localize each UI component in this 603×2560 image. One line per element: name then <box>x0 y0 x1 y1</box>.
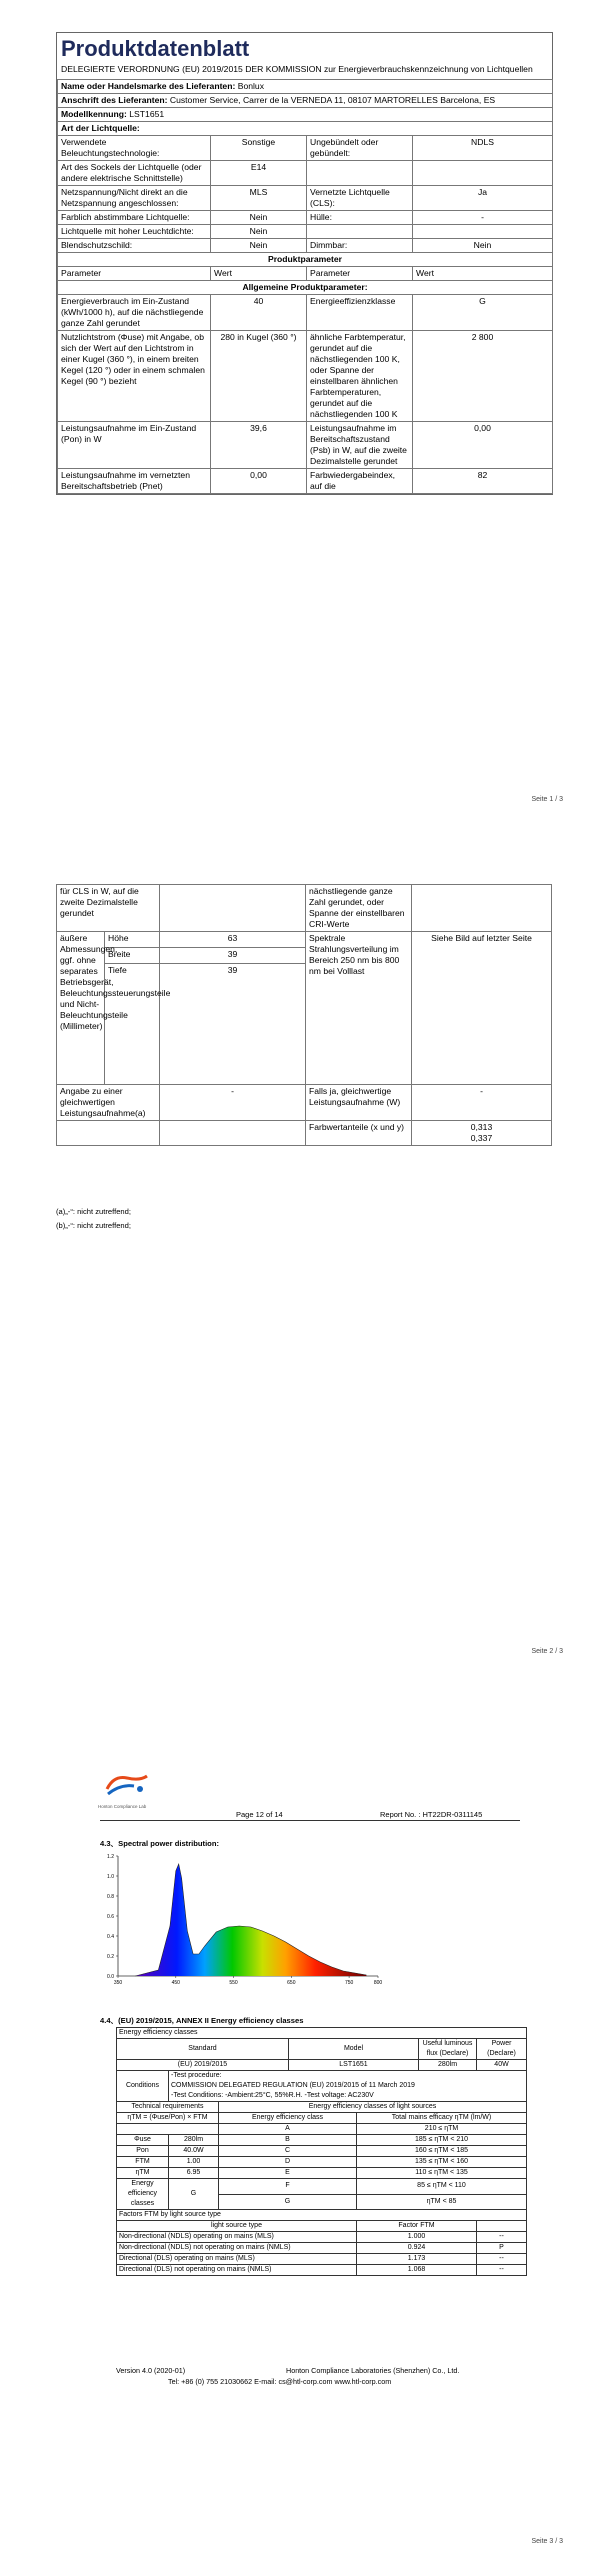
factor-type: Directional (DLS) operating on mains (MLS) <box>117 2254 357 2265</box>
type-row <box>58 136 553 161</box>
factors-label: Factors FTM by light source type <box>117 2210 527 2221</box>
measured-value: 280lm <box>169 2135 219 2146</box>
equiv-right-value: - <box>412 1085 552 1121</box>
type-value: Nein <box>211 225 307 239</box>
factor-row <box>117 2232 527 2243</box>
datasheet-title: Produktdatenblatt <box>61 36 250 61</box>
factor-type: Non-directional (NDLS) not operating on mains (NMLS) <box>117 2243 357 2254</box>
factor-value: 0.924 <box>357 2243 477 2254</box>
type-value: - <box>413 211 553 225</box>
cont-left: für CLS in W, auf die zweite Dezimalstelle gerundet <box>57 885 160 932</box>
dim-value: 63 <box>160 932 306 948</box>
measured-name: Pon <box>117 2146 169 2157</box>
dim-name: Höhe <box>105 932 160 948</box>
x-tick-label: 750 <box>344 1980 354 1986</box>
factor-col: Factor FTM <box>357 2221 477 2232</box>
dim-value: 39 <box>160 964 306 1085</box>
model-value: LST1651 <box>289 2060 419 2071</box>
param-row <box>58 422 553 469</box>
factor-mark: -- <box>477 2232 527 2243</box>
class-row <box>117 2135 527 2146</box>
measured-name: Φuse <box>117 2135 169 2146</box>
type-label: Art des Sockels der Lichtquelle (oder andere elektrische Schnittstelle) <box>58 161 211 186</box>
param-label: ähnliche Farbtemperatur, gerundet auf die nächstliegenden 100 K, oder Spanne der einstellbaren ähnlichen Farbtemperaturen, gerundet auf die nächstliegenden 100 K <box>307 331 413 422</box>
condition-text: -Test Conditions: -Ambient:25°C, 55%R.H. -Test voltage: AC230V <box>171 2092 374 2099</box>
conditions-row <box>117 2071 527 2102</box>
factor-value: 1.000 <box>357 2232 477 2243</box>
page-1 <box>0 0 603 810</box>
param-value: 2 800 <box>413 331 553 422</box>
type-header: Art der Lichtquelle: <box>58 122 553 136</box>
class-row <box>117 2124 527 2135</box>
col-value: Wert <box>211 267 307 281</box>
spectral-value: Siehe Bild auf letzter Seite <box>412 932 552 1085</box>
eec-title: Energy efficiency classes <box>117 2028 527 2039</box>
page-number: Seite 3 / 3 <box>531 2538 563 2545</box>
eec-result-label: Energy efficiency classes <box>117 2179 169 2210</box>
type-label: Blendschutzschild: <box>58 239 211 253</box>
factors-head-row <box>117 2221 527 2232</box>
x-tick-label: 650 <box>287 1980 296 1986</box>
chroma-row <box>57 1121 552 1146</box>
address-value: Customer Service, Carrer de la VERNEDA 11, 08107 MARTORELLES Barcelona, ES <box>169 95 496 105</box>
param-label: Leistungsaufnahme im vernetzten Bereitschaftsbetrieb (Pnet) <box>58 469 211 494</box>
param-value: 39,6 <box>211 422 307 469</box>
class-letter: C <box>219 2146 357 2157</box>
type-value: MLS <box>211 186 307 211</box>
params-colheader-row <box>58 267 553 281</box>
cont-right: nächstliegende ganze Zahl gerundet, oder Spanne der einstellbaren CRI-Werte <box>306 885 412 932</box>
param-value: 40 <box>211 295 307 331</box>
logo-caption: Honton Compliance Lab <box>98 1804 147 1809</box>
type-value: Nein <box>211 239 307 253</box>
eff-col: Total mains efficacy ηTM (lm/W) <box>357 2113 527 2124</box>
params-header-row <box>58 253 553 267</box>
model-label: Modellkennung: <box>61 109 127 119</box>
type-row <box>58 225 553 239</box>
y-tick-label: 0.0 <box>107 1974 114 1980</box>
factor-value: 1.173 <box>357 2254 477 2265</box>
class-letter: E <box>219 2168 357 2179</box>
class-letter: G <box>219 2194 357 2210</box>
param-row <box>58 469 553 494</box>
formula-row <box>117 2113 527 2124</box>
formula-label: ηTM = (Φuse/Pon) × FTM <box>117 2113 219 2124</box>
measured-value: 6.95 <box>169 2168 219 2179</box>
factor-row <box>117 2243 527 2254</box>
param-label: Nutzlichtstrom (Φuse) mit Angabe, ob sich der Wert auf den Lichtstrom in einer Kugel (360 °), in einem breiten Kegel (120 °) oder in einem schmalen Kegel (90 °) bezieht <box>58 331 211 422</box>
conditions-label: Conditions <box>117 2071 169 2102</box>
factor-mark: -- <box>477 2254 527 2265</box>
tech-row <box>117 2102 527 2113</box>
type-label: Netzspannung/Nicht direkt an die Netzspannung angeschlossen: <box>58 186 211 211</box>
factor-type: Non-directional (NDLS) operating on mains (MLS) <box>117 2232 357 2243</box>
supplier-value: Bonlux <box>237 81 264 91</box>
param-label: Farbwiedergabeindex, auf die <box>307 469 413 494</box>
col-value: Wert <box>413 267 553 281</box>
condition-text: COMMISSION DELEGATED REGULATION (EU) 2019/2015 of 11 March 2019 <box>171 2082 415 2089</box>
factor-mark: P <box>477 2243 527 2254</box>
class-letter: A <box>219 2124 357 2135</box>
y-tick-label: 0.8 <box>107 1894 114 1900</box>
flux-label: Useful luminous flux (Declare) <box>419 2039 477 2060</box>
type-value: Sonstige <box>211 136 307 161</box>
chroma-y: 0,337 <box>470 1133 493 1143</box>
class-requirement: 185 ≤ ηTM < 210 <box>357 2135 527 2146</box>
page-number: Seite 1 / 3 <box>531 796 563 803</box>
class-letter: D <box>219 2157 357 2168</box>
footnote-b: (b)„-“: nicht zutreffend; <box>56 1221 131 1230</box>
type-label: Farblich abstimmbare Lichtquelle: <box>58 211 211 225</box>
supplier-label: Name oder Handelsmarke des Lieferanten: <box>61 81 236 91</box>
params-header: Produktparameter <box>58 253 553 267</box>
dim-value: 39 <box>160 948 306 964</box>
type-row <box>58 161 553 186</box>
model-label: Model <box>289 2039 419 2060</box>
datasheet-frame <box>56 32 553 495</box>
dim-name: Breite <box>105 948 160 964</box>
type-value: Ja <box>413 186 553 211</box>
eec-title-row <box>117 2028 527 2039</box>
eec-value-row <box>117 2060 527 2071</box>
factor-mark: -- <box>477 2265 527 2276</box>
measured-value: 1.00 <box>169 2157 219 2168</box>
eec-result-value: G <box>169 2179 219 2210</box>
page-2 <box>0 820 603 1670</box>
model-value: LST1651 <box>129 109 165 119</box>
param-value: 0,00 <box>413 422 553 469</box>
type-label: Ungebündelt oder gebündelt: <box>307 136 413 161</box>
class-row <box>117 2179 527 2195</box>
address-row <box>58 94 553 108</box>
equiv-row <box>57 1085 552 1121</box>
param-value: G <box>413 295 553 331</box>
y-tick-label: 0.4 <box>107 1934 114 1940</box>
x-tick-label: 550 <box>229 1980 238 1986</box>
param-value: 82 <box>413 469 553 494</box>
param-label: Leistungsaufnahme im Ein-Zustand (Pon) in W <box>58 422 211 469</box>
type-row <box>58 239 553 253</box>
page-of: Page 12 of 14 <box>236 1810 283 1819</box>
eec-ls-label: Energy efficiency classes of light sources <box>219 2102 527 2113</box>
measured-value: 40.0W <box>169 2146 219 2157</box>
spectral-label: Spektrale Strahlungsverteilung im Bereich 250 nm bis 800 nm bei Volllast <box>306 932 412 1085</box>
class-letter: F <box>219 2179 357 2195</box>
version-text: Version 4.0 (2020-01) <box>116 2366 186 2375</box>
eec-head-row <box>117 2039 527 2060</box>
y-tick-label: 0.6 <box>107 1914 114 1920</box>
x-tick-label: 350 <box>113 1980 123 1986</box>
measured-name: FTM <box>117 2157 169 2168</box>
type-label: Hülle: <box>307 211 413 225</box>
tech-req-label: Technical requirements <box>117 2102 219 2113</box>
class-letter: B <box>219 2135 357 2146</box>
type-value: Nein <box>413 239 553 253</box>
class-row <box>117 2168 527 2179</box>
type-row <box>58 186 553 211</box>
factor-row <box>117 2254 527 2265</box>
param-row <box>58 295 553 331</box>
dims-row <box>57 932 552 948</box>
factor-value: 1.068 <box>357 2265 477 2276</box>
param-label: Leistungsaufnahme im Bereitschaftszustand (Psb) in W, auf die zweite Dezimalstelle gerundet <box>307 422 413 469</box>
chroma-label: Farbwertanteile (x und y) <box>306 1121 412 1146</box>
type-value <box>413 225 553 239</box>
measured-name: ηTM <box>117 2168 169 2179</box>
htl-logo-icon <box>104 1772 150 1802</box>
page-3 <box>0 1680 603 2560</box>
section-eec-title: 4.4、(EU) 2019/2015, ANNEX II Energy efficiency classes <box>100 2016 304 2025</box>
type-label: Lichtquelle mit hoher Leuchtdichte: <box>58 225 211 239</box>
type-value: E14 <box>211 161 307 186</box>
type-value <box>413 161 553 186</box>
dim-name: Tiefe <box>105 964 160 1085</box>
type-label: Vernetzte Lichtquelle (CLS): <box>307 186 413 211</box>
page-number: Seite 2 / 3 <box>531 1648 563 1655</box>
datasheet-table <box>57 79 553 494</box>
contact-text: Tel: +86 (0) 755 21030662 E-mail: cs@htl-corp.com www.htl-corp.com <box>168 2377 392 2386</box>
header-rule <box>100 1820 520 1821</box>
factor-type: Directional (DLS) not operating on mains (NMLS) <box>117 2265 357 2276</box>
standard-value: (EU) 2019/2015 <box>117 2060 289 2071</box>
footnote-a: (a)„-“: nicht zutreffend; <box>56 1207 131 1216</box>
spectral-chart <box>90 1848 390 1998</box>
class-col: Energy efficiency class <box>219 2113 357 2124</box>
power-label: Power (Declare) <box>477 2039 527 2060</box>
section-spectral-title: 4.3、Spectral power distribution: <box>100 1839 219 1848</box>
param-label: Energieverbrauch im Ein-Zustand (kWh/1000 h), auf die nächstliegende ganze Zahl gerundet <box>58 295 211 331</box>
param-row <box>58 331 553 422</box>
class-requirement: ηTM < 85 <box>357 2194 527 2210</box>
type-label <box>307 161 413 186</box>
cont-row <box>57 885 552 932</box>
class-requirement: 85 ≤ ηTM < 110 <box>357 2179 527 2195</box>
x-tick-label: 450 <box>171 1980 180 1986</box>
class-requirement: 160 ≤ ηTM < 185 <box>357 2146 527 2157</box>
supplier-row <box>58 80 553 94</box>
col-param: Parameter <box>58 267 211 281</box>
type-label <box>307 225 413 239</box>
model-row <box>58 108 553 122</box>
class-row <box>117 2157 527 2168</box>
param-value: 280 in Kugel (360 °) <box>211 331 307 422</box>
equiv-value: - <box>160 1085 306 1121</box>
company-text: Honton Compliance Laboratories (Shenzhen) Co., Ltd. <box>286 2366 460 2375</box>
general-header-row <box>58 281 553 295</box>
address-label: Anschrift des Lieferanten: <box>61 95 168 105</box>
col-param: Parameter <box>307 267 413 281</box>
condition-text: -Test procedure: <box>171 2072 222 2079</box>
y-tick-label: 1.0 <box>107 1874 114 1880</box>
y-tick-label: 1.2 <box>107 1854 114 1860</box>
equiv-label: Angabe zu einer gleichwertigen Leistungsaufnahme(a) <box>57 1085 160 1121</box>
class-requirement: 110 ≤ ηTM < 135 <box>357 2168 527 2179</box>
x-tick-label: 800 <box>373 1980 383 1986</box>
datasheet-table-continued <box>56 884 552 1146</box>
param-label: Energieeffizienzklasse <box>307 295 413 331</box>
type-value: Nein <box>211 211 307 225</box>
type-label: Verwendete Beleuchtungstechnologie: <box>58 136 211 161</box>
chroma-x: 0,313 <box>470 1122 493 1132</box>
spectrum-area <box>135 1864 366 1976</box>
equiv-right-label: Falls ja, gleichwertige Leistungsaufnahme (W) <box>306 1085 412 1121</box>
class-row <box>117 2146 527 2157</box>
eec-table <box>116 2027 527 2276</box>
param-value: 0,00 <box>211 469 307 494</box>
flux-value: 280lm <box>419 2060 477 2071</box>
standard-label: Standard <box>117 2039 289 2060</box>
general-header: Allgemeine Produktparameter: <box>58 281 553 295</box>
factors-title-row <box>117 2210 527 2221</box>
regulation-subtitle: DELEGIERTE VERORDNUNG (EU) 2019/2015 DER KOMMISSION zur Energieverbrauchskennzeichnung von Lichtquellen <box>61 64 533 74</box>
factor-row <box>117 2265 527 2276</box>
type-value: NDLS <box>413 136 553 161</box>
type-header-row <box>58 122 553 136</box>
report-number: Report No. : HT22DR-0311145 <box>380 1810 483 1819</box>
y-tick-label: 0.2 <box>107 1954 114 1960</box>
power-value: 40W <box>477 2060 527 2071</box>
type-col: light source type <box>117 2221 357 2232</box>
type-row <box>58 211 553 225</box>
dims-label: äußere Abmessungen, ggf. ohne separates Betriebsgerät, Beleuchtungssteuerungsteile und Nicht-Beleuchtungsteile (Millimeter) <box>57 932 105 1085</box>
class-requirement: 135 ≤ ηTM < 160 <box>357 2157 527 2168</box>
class-requirement: 210 ≤ ηTM <box>357 2124 527 2135</box>
type-label: Dimmbar: <box>307 239 413 253</box>
